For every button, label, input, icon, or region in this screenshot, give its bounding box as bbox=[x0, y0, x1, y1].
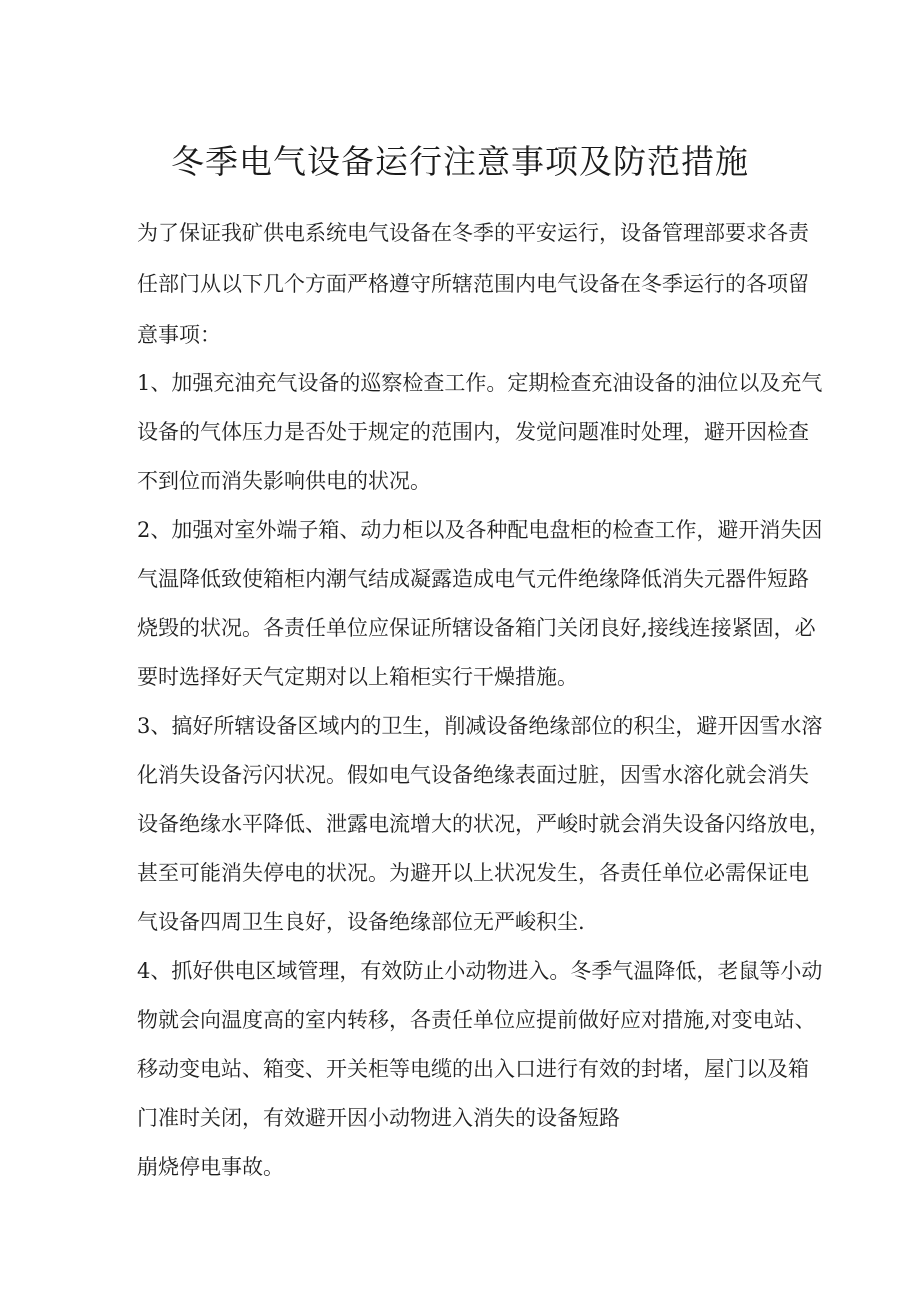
item-2-line-1: 2、加强对室外端子箱、动力柜以及各种配电盘柜的检查工作，避开消失因 bbox=[137, 518, 823, 542]
item-4-line-4: 门准时关闭，有效避开因小动物进入消失的设备短路 bbox=[137, 1106, 620, 1130]
intro-line-3: 意事项： bbox=[137, 323, 221, 347]
item-4-line-5: 崩烧停电事故。 bbox=[137, 1155, 284, 1179]
item-3-line-2: 化消失设备污闪状况。假如电气设备绝缘表面过脏，因雪水溶化就会消失 bbox=[137, 763, 809, 787]
item-4-line-1: 4、抓好供电区域管理，有效防止小动物进入。冬季气温降低，老鼠等小动 bbox=[137, 959, 823, 983]
intro-line-2: 任部门从以下几个方面严格遵守所辖范围内电气设备在冬季运行的各项留 bbox=[137, 272, 809, 296]
item-1-line-3: 不到位而消失影响供电的状况。 bbox=[137, 469, 431, 493]
intro-line-1: 为了保证我矿供电系统电气设备在冬季的平安运行，设备管理部要求各责 bbox=[137, 221, 809, 245]
item-2-line-4: 要时选择好天气定期对以上箱柜实行干燥措施。 bbox=[137, 665, 578, 689]
item-1-line-1: 1、加强充油充气设备的巡察检查工作。定期检查充油设备的油位以及充气 bbox=[137, 371, 823, 395]
item-1-line-2: 设备的气体压力是否处于规定的范围内，发觉问题准时处理，避开因检查 bbox=[137, 420, 809, 444]
item-3-line-3: 设备绝缘水平降低、泄露电流增大的状况，严峻时就会消失设备闪络放电， bbox=[137, 812, 830, 836]
item-3-line-4: 甚至可能消失停电的状况。为避开以上状况发生，各责任单位必需保证电 bbox=[137, 861, 809, 885]
document-title: 冬季电气设备运行注意事项及防范措施 bbox=[171, 142, 749, 181]
item-2-line-3: 烧毁的状况。各责任单位应保证所辖设备箱门关闭良好,接线连接紧固，必 bbox=[137, 616, 816, 640]
item-3-line-1: 3、搞好所辖设备区域内的卫生，削减设备绝缘部位的积尘，避开因雪水溶 bbox=[137, 714, 823, 738]
item-4-line-2: 物就会向温度高的室内转移，各责任单位应提前做好应对措施,对变电站、 bbox=[137, 1008, 816, 1032]
item-2-line-2: 气温降低致使箱柜内潮气结成凝露造成电气元件绝缘降低消失元器件短路 bbox=[137, 567, 809, 591]
item-4-line-3: 移动变电站、箱变、开关柜等电缆的出入口进行有效的封堵，屋门以及箱 bbox=[137, 1057, 809, 1081]
item-3-line-5: 气设备四周卫生良好，设备绝缘部位无严峻积尘. bbox=[137, 910, 585, 934]
